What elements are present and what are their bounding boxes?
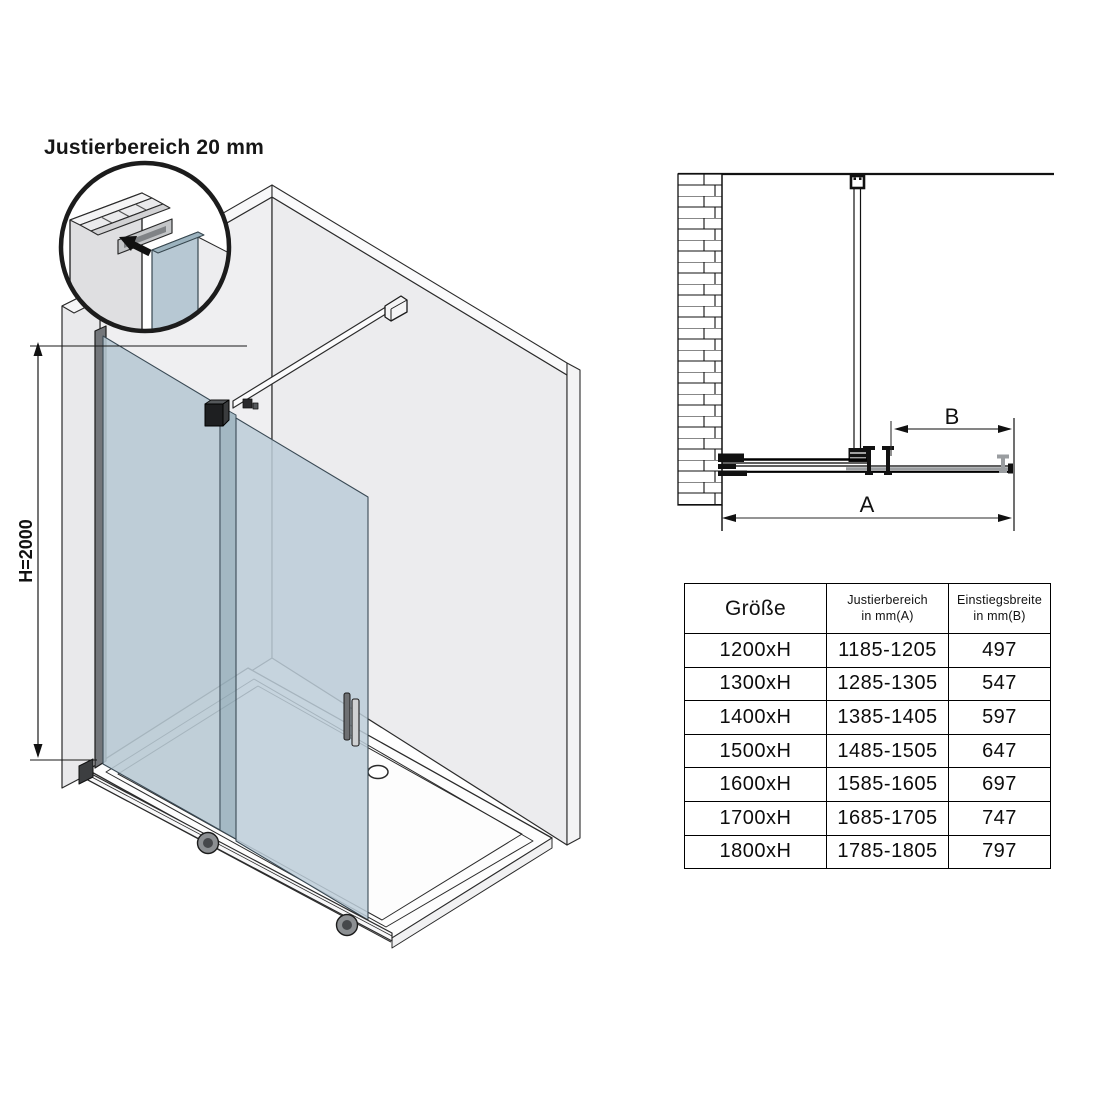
drain xyxy=(368,766,388,779)
door-end-cap xyxy=(1008,464,1013,474)
size-table xyxy=(684,583,1051,869)
size-table-header-row xyxy=(685,584,1051,634)
glass-holder-clamp-2 xyxy=(882,446,894,475)
glass-edge-strip xyxy=(220,406,236,839)
roller-front xyxy=(337,915,358,936)
glass-clamp xyxy=(205,400,229,426)
stabilizer-bar-plan xyxy=(849,176,868,462)
detail-title: Justierbereich 20 mm xyxy=(44,136,264,159)
table-row: 1600xH 1585-1605 697 xyxy=(685,768,1051,802)
table-row: 1700xH 1685-1705 747 xyxy=(685,801,1051,835)
dimension-b-label: B xyxy=(944,404,960,429)
table-row: 1300xH 1285-1305 547 xyxy=(685,667,1051,701)
col-header-einstiegsbreite: Einstiegsbreite in mm(B) xyxy=(949,584,1051,634)
door-handle xyxy=(344,693,359,746)
table-row: 1500xH 1485-1505 647 xyxy=(685,734,1051,768)
table-row: 1400xH 1385-1405 597 xyxy=(685,701,1051,735)
iso-view xyxy=(16,163,580,948)
roller-rear xyxy=(198,833,219,854)
dimension-a-label: A xyxy=(859,492,875,517)
stabilizer-wall-bracket xyxy=(851,176,864,188)
sliding-door-panel xyxy=(236,418,368,920)
height-dimension-label: H=2000 xyxy=(16,519,36,583)
wall-profile-plan xyxy=(718,454,747,477)
dimension-a xyxy=(722,492,1012,531)
table-row: 1200xH 1185-1205 497 xyxy=(685,634,1051,668)
plan-view xyxy=(678,174,1054,531)
col-header-groesse: Größe xyxy=(685,584,827,634)
brick-wall xyxy=(678,174,722,531)
table-row: 1800xH 1785-1805 797 xyxy=(685,835,1051,869)
col-header-justierbereich: Justierbereich in mm(A) xyxy=(827,584,949,634)
